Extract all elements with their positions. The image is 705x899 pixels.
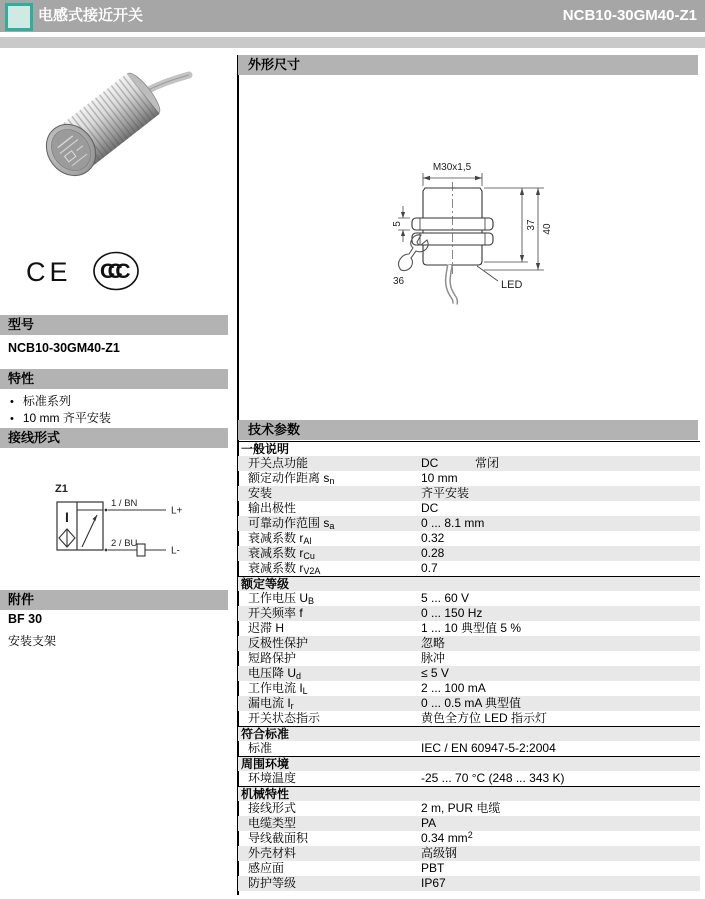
spec-value: 0.7 (421, 561, 438, 575)
spec-value: ≤ 5 V (421, 666, 449, 680)
spec-row (238, 666, 700, 681)
spec-label: 安装 (248, 486, 273, 500)
spec-value: 忽略 (421, 636, 446, 650)
spec-row (238, 711, 700, 726)
spec-value: PA (421, 816, 437, 830)
spec-label: 开关点功能 (248, 456, 309, 470)
spec-value: -25 ... 70 °C (248 ... 343 K) (421, 771, 565, 785)
spec-label: 电压降 $U_d$ (248, 666, 302, 681)
spec-label: 工作电流 $I_L$ (248, 681, 308, 696)
feature-item: • 10 mm 齐平安装 (10, 409, 111, 426)
section-header-accessories: 附件 (0, 590, 228, 610)
spec-label: 输出极性 (248, 501, 297, 515)
spec-value: 0 ... 8.1 mm (421, 516, 485, 530)
spec-value: 0.34 $mm^2$ (421, 830, 473, 845)
spec-label: 导线截面积 (248, 831, 309, 845)
spec-row (238, 546, 700, 561)
spec-row (238, 801, 700, 816)
spec-value: DC (421, 501, 439, 515)
height37-label: 37 (526, 219, 537, 231)
section-header-technical-data: 技术参数 (238, 420, 698, 440)
spec-section-header: 一般说明 (238, 441, 700, 456)
height40-label: 40 (542, 223, 553, 235)
spec-value: 脉冲 (421, 651, 446, 665)
spec-row (238, 681, 700, 696)
feature-item: • 标准系列 (10, 392, 71, 409)
spec-row (238, 816, 700, 831)
accessory-description: 安装支架 (8, 634, 57, 648)
spec-label: 开关频率 f (248, 606, 303, 620)
l-minus-label: L- (171, 545, 180, 557)
wrench-size-label: 36 (393, 276, 405, 287)
spec-value: 高级钢 (421, 846, 458, 860)
spec-value-secondary: 常闭 (475, 456, 500, 470)
spec-value: 0.32 (421, 531, 445, 545)
nut-thickness-label: 5 (392, 221, 403, 227)
spec-row (238, 876, 700, 891)
wire2-label: 2 / BU (111, 538, 138, 549)
spec-row (238, 771, 700, 786)
spec-value: PBT (421, 861, 445, 875)
spec-row (238, 636, 700, 651)
spec-value: 黄色全方位 LED 指示灯 (421, 711, 548, 725)
led-label: LED (501, 279, 523, 291)
spec-label: 防护等级 (248, 876, 297, 890)
spec-label: 标准 (248, 741, 273, 755)
spec-row (238, 591, 700, 606)
spec-label: 外壳材料 (248, 846, 297, 860)
spec-label: 漏电流 $I_r$ (248, 696, 294, 711)
spec-label: 接线形式 (248, 801, 297, 815)
model-number: NCB10-30GM40-Z1 (8, 341, 120, 355)
spec-row (238, 651, 700, 666)
spec-row (238, 486, 700, 501)
ccc-mark-icon (92, 250, 142, 292)
spec-value: 0 ... 0.5 mA 典型值 (421, 696, 522, 710)
spec-row (238, 456, 700, 471)
header-model-number: NCB10-30GM40-Z1 (562, 7, 697, 24)
spec-label: 额定动作距离 $s_n$ (248, 471, 335, 486)
l-plus-label: L+ (171, 505, 183, 517)
sensor-symbol: I (65, 509, 69, 525)
spec-label: 电缆类型 (248, 816, 297, 830)
spec-row (238, 531, 700, 546)
section-header-dimensions: 外形尺寸 (238, 55, 698, 75)
dimension-drawing (240, 152, 700, 310)
ce-mark-text: CE (26, 257, 72, 287)
ce-mark-icon (24, 252, 74, 290)
ccc-mark-text: CCC (100, 260, 123, 283)
spec-section-header: 机械特性 (238, 786, 700, 801)
spec-label: 迟滞 H (248, 621, 285, 635)
spec-label: 衰减系数 $r_{Al}$ (248, 531, 312, 546)
header-bar (0, 0, 705, 32)
spec-row (238, 861, 700, 876)
spec-row (238, 696, 700, 711)
thread-dimension-label: M30x1,5 (432, 162, 472, 173)
spec-section-header: 周围环境 (238, 756, 700, 771)
spec-row (238, 831, 700, 846)
page-title: 电感式接近开关 (38, 7, 144, 24)
section-header-features: 特性 (0, 369, 228, 389)
spec-label: 短路保护 (248, 651, 297, 665)
spec-section-header: 符合标准 (238, 726, 700, 741)
spec-label: 环境温度 (248, 771, 297, 785)
section-header-connection: 接线形式 (0, 428, 228, 448)
spec-label: 反极性保护 (248, 636, 309, 650)
wire1-label: 1 / BN (111, 498, 138, 509)
spec-label: 开关状态指示 (248, 711, 321, 725)
spec-label: 可靠动作范围 $s_a$ (248, 516, 335, 531)
header-substrip (0, 37, 705, 48)
spec-value: 5 ... 60 V (421, 591, 470, 605)
spec-value: 1 ... 10 典型值 5 % (421, 621, 522, 635)
spec-row (238, 516, 700, 531)
spec-value: IP67 (421, 876, 446, 890)
product-image (35, 70, 193, 218)
spec-row (238, 741, 700, 756)
spec-row (238, 471, 700, 486)
spec-label: 工作电压 $U_B$ (248, 591, 315, 606)
spec-value: 10 mm (421, 471, 458, 485)
accessory-name: BF 30 (8, 612, 43, 626)
spec-value: 2 ... 100 mA (421, 681, 486, 695)
spec-value: IEC / EN 60947-5-2:2004 (421, 741, 556, 755)
spec-row (238, 501, 700, 516)
spec-value: 0 ... 150 Hz (421, 606, 483, 620)
spec-value: 齐平安装 (421, 486, 470, 500)
spec-value: 2 m, PUR 电缆 (421, 801, 501, 815)
spec-value: 0.28 (421, 546, 445, 560)
spec-label: 感应面 (248, 861, 285, 875)
spec-label: 衰减系数 $r_{Cu}$ (248, 546, 315, 561)
spec-section-header: 额定等级 (238, 576, 700, 591)
brand-logo-icon (5, 3, 33, 31)
spec-label: 衰减系数 $r_{V2A}$ (248, 561, 321, 576)
wiring-diagram (0, 460, 228, 575)
spec-row (238, 846, 700, 861)
wiring-diagram-label: Z1 (55, 483, 68, 495)
product-cable (145, 75, 189, 92)
spec-row (238, 606, 700, 621)
spec-table (238, 441, 700, 891)
section-header-model: 型号 (0, 315, 228, 335)
spec-row (238, 621, 700, 636)
spec-row (238, 561, 700, 576)
spec-value: DC (421, 456, 439, 470)
